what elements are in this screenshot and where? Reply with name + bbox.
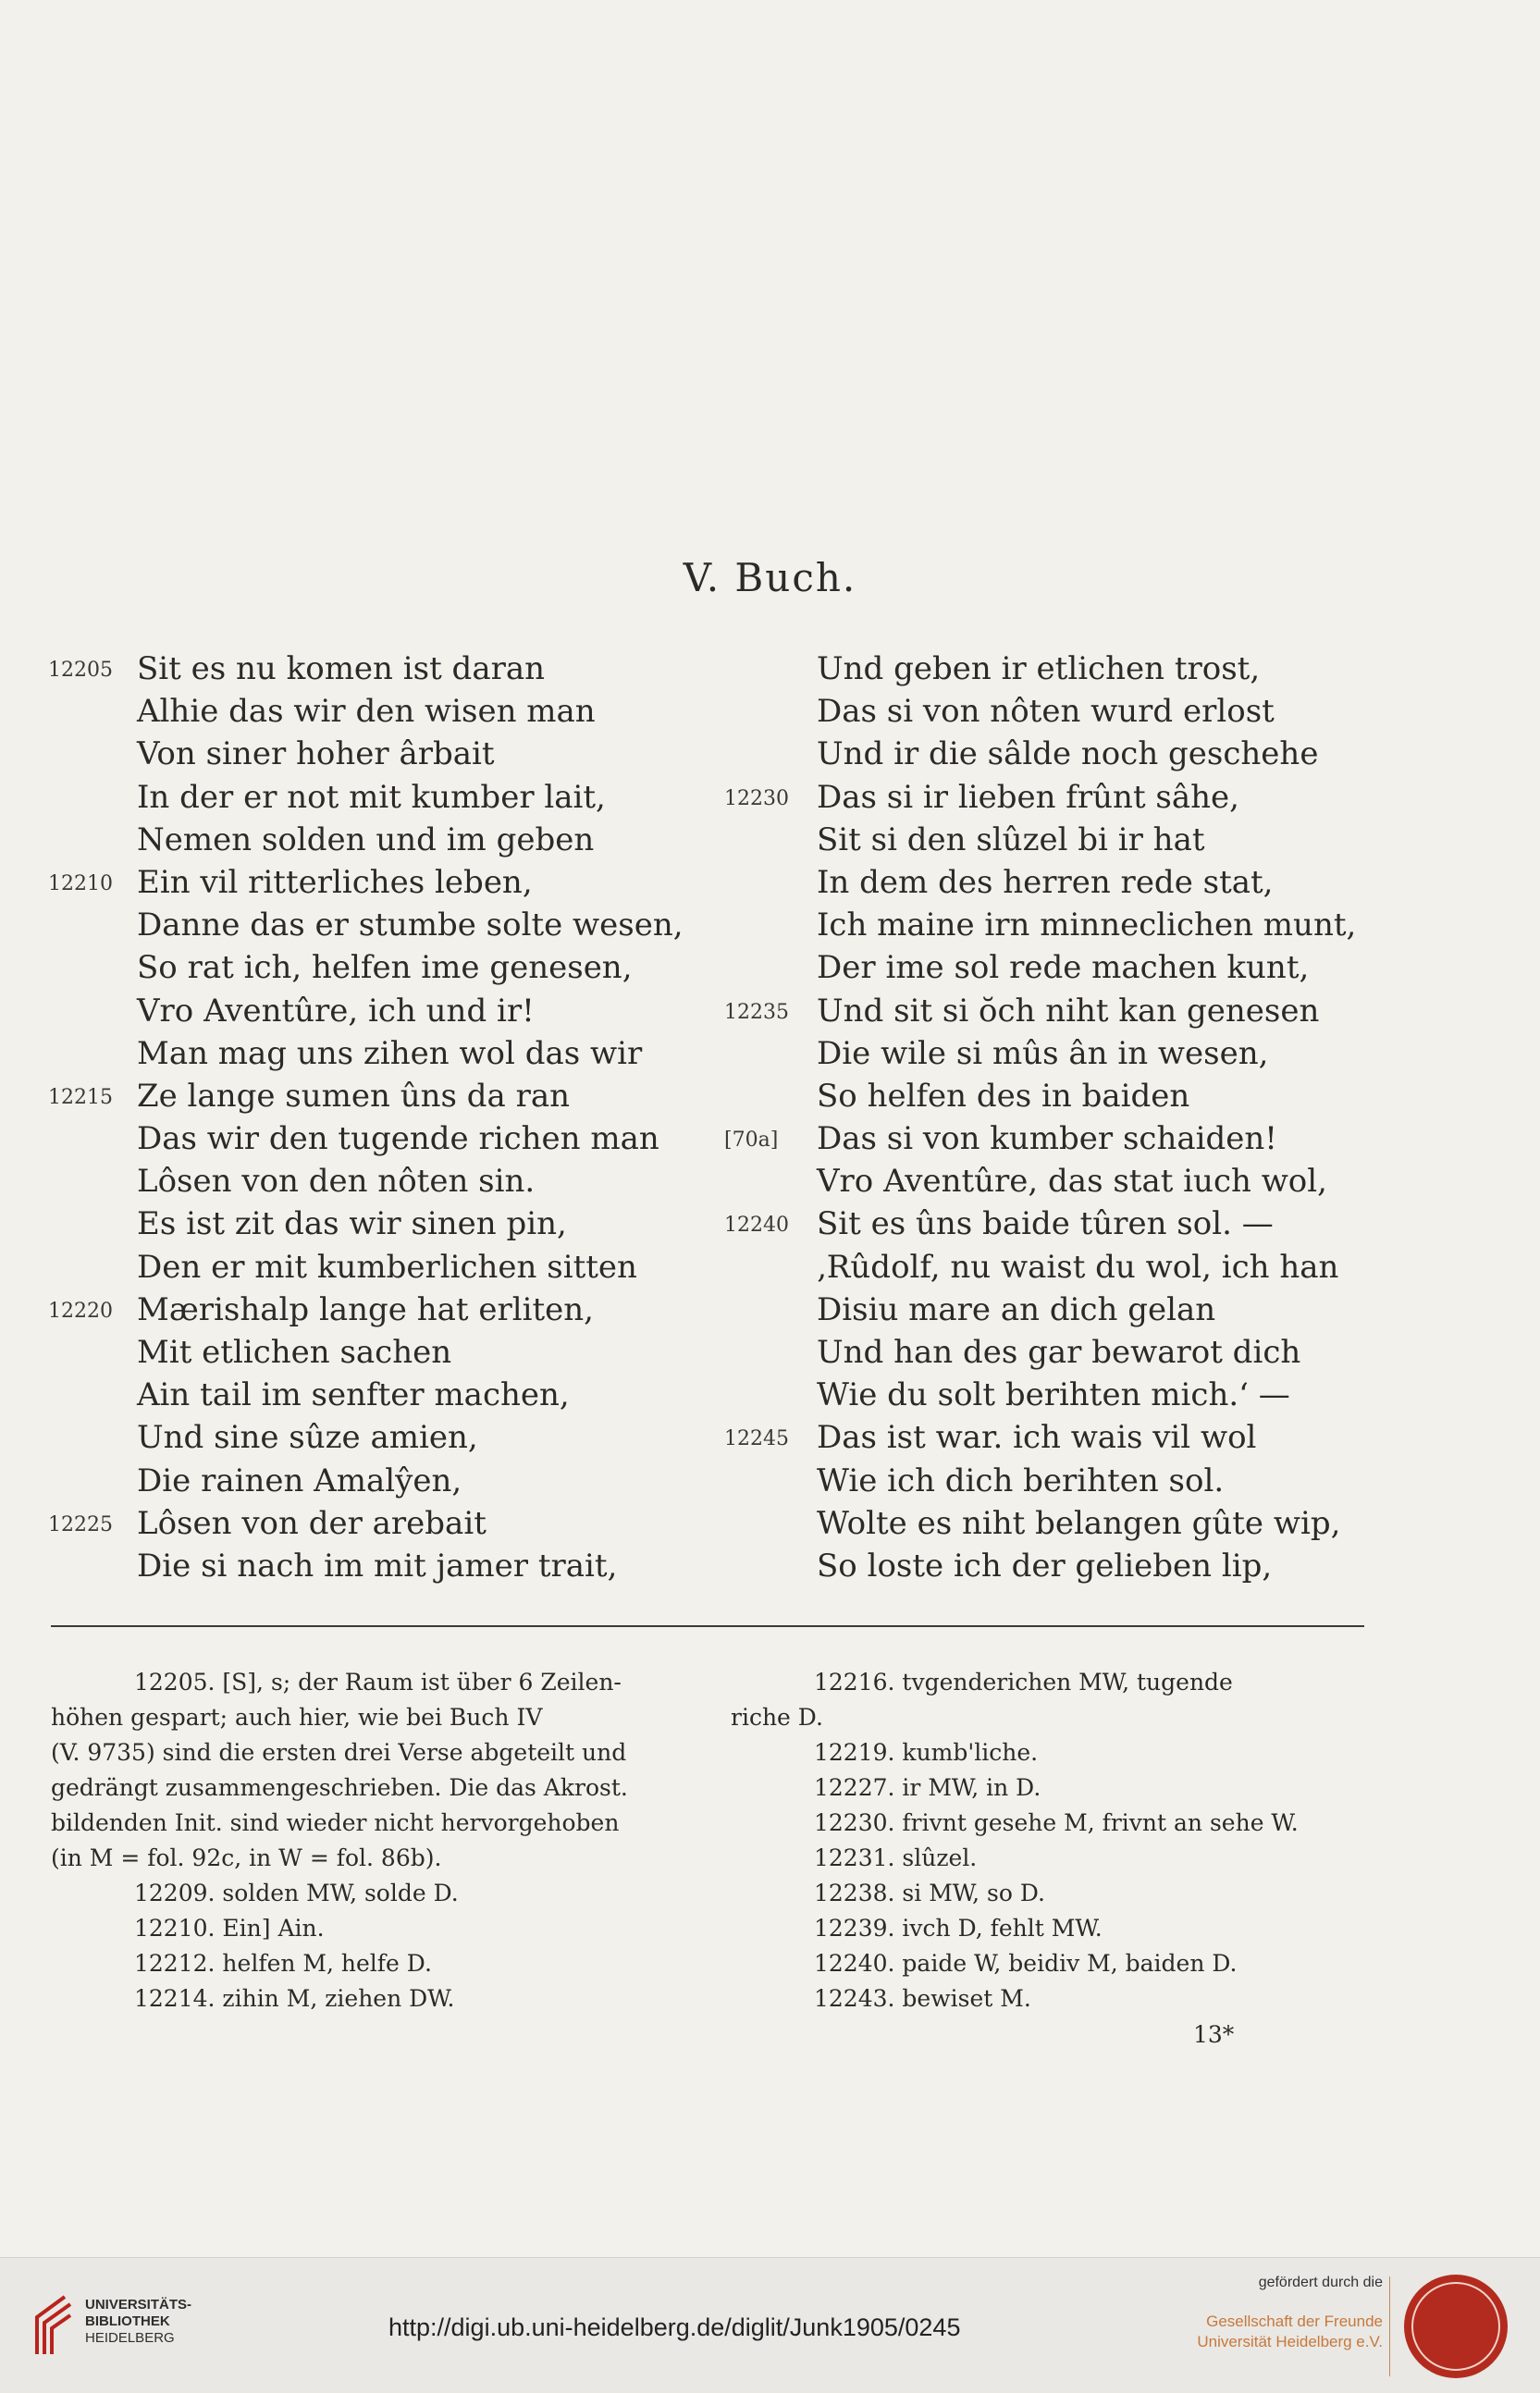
verse-line: [724, 1545, 1390, 1587]
verse-line: [129, 1460, 721, 1502]
verse-line: [724, 904, 1390, 946]
footnote-line: gedrängt zusammengeschrieben. Die das Akrost.: [51, 1774, 628, 1801]
verse-line: [724, 776, 1390, 819]
verse-line: [129, 1374, 721, 1416]
verse-line: [724, 819, 1390, 861]
footnotes-right: [731, 1665, 1369, 2017]
footnote-line: 12216. tvgenderichen MW, tugende: [814, 1669, 1233, 1696]
verse-text: Von siner hoher ârbait: [137, 735, 495, 773]
verse-column-left: [48, 648, 721, 1587]
source-url-link[interactable]: http://digi.ub.uni-heidelberg.de/diglit/Junk1905/0245: [388, 2313, 961, 2341]
verse-text: Mit etlichen sachen: [137, 1334, 452, 1371]
verse-number: 12230: [724, 786, 789, 810]
verse-text: Man mag uns zihen wol das wir: [137, 1034, 643, 1072]
verse-line: [48, 861, 721, 904]
footnote-line: riche D.: [731, 1704, 823, 1731]
verse-line: [724, 1032, 1390, 1075]
verse-text: Ein vil ritterliches leben,: [137, 863, 533, 901]
verse-text: Die si nach im mit jamer trait,: [137, 1547, 618, 1585]
footnote-line: 12239. ivch D, fehlt MW.: [814, 1915, 1103, 1942]
society-name-line1: Gesellschaft der Freunde: [1206, 2313, 1383, 2330]
verse-text: Alhie das wir den wisen man: [137, 693, 596, 731]
verse-text: Es ist zit das wir sinen pin,: [137, 1205, 567, 1243]
verse-text: Und ir die sâlde noch geschehe: [817, 735, 1319, 773]
footnote-line: 12238. si MW, so D.: [814, 1880, 1045, 1906]
footnote-line: höhen gespart; auch hier, wie bei Buch IV: [51, 1704, 543, 1731]
verse-line: [724, 1160, 1390, 1203]
verse-text: ‚Rûdolf, nu waist du wol, ich han: [817, 1248, 1339, 1286]
verse-number: 12235: [724, 1000, 789, 1024]
verse-text: Das wir den tugende richen man: [137, 1120, 659, 1158]
chapter-heading: V. Buch.: [683, 555, 857, 600]
verse-text: Wolte es niht belangen gûte wip,: [817, 1504, 1341, 1542]
footnote-line: 12212. helfen M, helfe D.: [134, 1950, 432, 1977]
verse-text: Lôsen von der arebait: [137, 1504, 487, 1542]
footnotes-left: [51, 1665, 698, 2017]
footnote-line: 12240. paide W, beidiv M, baiden D.: [814, 1950, 1238, 1977]
verse-line: [48, 648, 721, 690]
verse-line: [724, 1289, 1390, 1331]
footnote-line: 12214. zihin M, ziehen DW.: [134, 1985, 455, 2012]
verse-line: [48, 1502, 721, 1545]
footnote-line: 12205. [S], s; der Raum ist über 6 Zeilen-: [134, 1669, 622, 1696]
verse-line: [724, 1117, 1390, 1160]
verse-text: Vro Aventûre, ich und ir!: [137, 992, 535, 1030]
verse-line: [724, 946, 1390, 989]
society-name-line2: Universität Heidelberg e.V.: [1197, 2333, 1383, 2350]
verse-line: [129, 1545, 721, 1587]
verse-line: [129, 1032, 721, 1075]
footnote-line: bildenden Init. sind wieder nicht hervorgehoben: [51, 1809, 620, 1836]
verse-column-right: [724, 648, 1390, 1587]
verse-line: [129, 819, 721, 861]
verse-line: [724, 861, 1390, 904]
verse-line: [129, 990, 721, 1032]
verse-text: Die wile si mûs ân in wesen,: [817, 1034, 1269, 1072]
verse-text: Nemen solden und im geben: [137, 820, 595, 858]
footer-divider: [1389, 2276, 1390, 2376]
library-name-line1: UNIVERSITÄTS-: [85, 2297, 192, 2313]
verse-line: [724, 1502, 1390, 1545]
library-name-line2: BIBLIOTHEK: [85, 2313, 170, 2329]
verse-text: Wie du solt berihten mich.‘ —: [817, 1376, 1290, 1414]
verse-text: Danne das er stumbe solte wesen,: [137, 907, 684, 944]
verse-line: [129, 776, 721, 819]
verse-text: Ich maine irn minneclichen munt,: [817, 907, 1357, 944]
verse-line: [724, 1374, 1390, 1416]
verse-line: [129, 733, 721, 775]
verse-line: [724, 1075, 1390, 1117]
verse-number: 12240: [724, 1214, 789, 1238]
verse-number: 12205: [48, 659, 113, 682]
verse-number: 12210: [48, 871, 113, 895]
verse-text: Sit es nu komen ist daran: [137, 650, 546, 687]
verse-text: In dem des herren rede stat,: [817, 863, 1274, 901]
footnote-line: 12230. frivnt gesehe M, frivnt an sehe W.: [814, 1809, 1299, 1836]
verse-line: [724, 1416, 1390, 1459]
verse-text: Die rainen Amalŷen,: [137, 1462, 462, 1499]
verse-line: [129, 946, 721, 989]
society-name: [1152, 2312, 1383, 2352]
verse-text: Mærishalp lange hat erliten,: [137, 1290, 594, 1328]
verse-text: Sit es ûns baide tûren sol. —: [817, 1205, 1274, 1243]
footnote-line: 12209. solden MW, solde D.: [134, 1880, 459, 1906]
university-library-logo-icon: [28, 2293, 74, 2358]
supported-by-label: gefördert durch die: [1258, 2275, 1383, 2290]
verse-text: Das si ir lieben frûnt sâhe,: [817, 778, 1239, 816]
verse-text: Der ime sol rede machen kunt,: [817, 949, 1310, 987]
footnote-divider: [51, 1625, 1364, 1627]
verse-text: Den er mit kumberlichen sitten: [137, 1248, 637, 1286]
verse-number: 12220: [48, 1299, 113, 1323]
verse-number: 12215: [48, 1085, 113, 1109]
footnote-line: 12231. slûzel.: [814, 1844, 978, 1871]
verse-text: Und sit si ŏch niht kan genesen: [817, 992, 1320, 1030]
verse-line: [48, 1289, 721, 1331]
library-name: [85, 2297, 191, 2347]
verse-text: Und han des gar bewarot dich: [817, 1334, 1301, 1371]
footnote-line: 12219. kumb'liche.: [814, 1739, 1039, 1766]
digitization-footer: [0, 2257, 1540, 2393]
verse-line: [129, 1416, 721, 1459]
verse-number: [70a]: [724, 1129, 779, 1153]
verse-text: Das si von nôten wurd erlost: [817, 693, 1275, 731]
verse-text: So rat ich, helfen ime genesen,: [137, 949, 633, 987]
verse-line: [724, 648, 1390, 690]
verse-text: Das ist war. ich wais vil wol: [817, 1419, 1257, 1457]
library-name-line3: HEIDELBERG: [85, 2330, 175, 2346]
footnote-line: (in M = fol. 92c, in W = fol. 86b).: [51, 1844, 442, 1871]
verse-line: [724, 1460, 1390, 1502]
footnote-line: (V. 9735) sind die ersten drei Verse abgeteilt und: [51, 1739, 627, 1766]
footnote-line: 12243. bewiset M.: [814, 1985, 1031, 2012]
verse-line: [129, 1203, 721, 1245]
footnote-line: 12210. Ein] Ain.: [134, 1915, 325, 1942]
verse-line: [724, 990, 1390, 1032]
verse-text: Sit si den slûzel bi ir hat: [817, 820, 1205, 858]
footnote-line: 12227. ir MW, in D.: [814, 1774, 1041, 1801]
verse-line: [129, 690, 721, 733]
verse-text: Und geben ir etlichen trost,: [817, 650, 1261, 687]
verse-text: So loste ich der gelieben lip,: [817, 1547, 1273, 1585]
verse-line: [724, 733, 1390, 775]
verse-text: Ze lange sumen ûns da ran: [137, 1077, 571, 1115]
verse-text: Vro Aventûre, das stat iuch wol,: [817, 1163, 1327, 1201]
verse-line: [129, 1246, 721, 1289]
verse-line: [724, 1246, 1390, 1289]
verse-line: [724, 1203, 1390, 1245]
university-seal-icon: [1404, 2275, 1508, 2378]
verse-number: 12225: [48, 1512, 113, 1536]
verse-text: Lôsen von den nôten sin.: [137, 1163, 536, 1201]
verse-line: [724, 690, 1390, 733]
verse-line: [129, 904, 721, 946]
verse-line: [129, 1160, 721, 1203]
verse-text: In der er not mit kumber lait,: [137, 778, 606, 816]
verse-text: Wie ich dich berihten sol.: [817, 1462, 1225, 1499]
verse-line: [724, 1331, 1390, 1374]
verse-text: Und sine sûze amien,: [137, 1419, 478, 1457]
verse-number: 12245: [724, 1427, 789, 1451]
verse-line: [129, 1117, 721, 1160]
signature-mark: 13*: [1193, 2021, 1235, 2048]
verse-text: Ain tail im senfter machen,: [137, 1376, 570, 1414]
verse-line: [48, 1075, 721, 1117]
verse-text: So helfen des in baiden: [817, 1077, 1190, 1115]
verse-line: [129, 1331, 721, 1374]
verse-text: Disiu mare an dich gelan: [817, 1290, 1216, 1328]
verse-text: Das si von kumber schaiden!: [817, 1120, 1277, 1158]
